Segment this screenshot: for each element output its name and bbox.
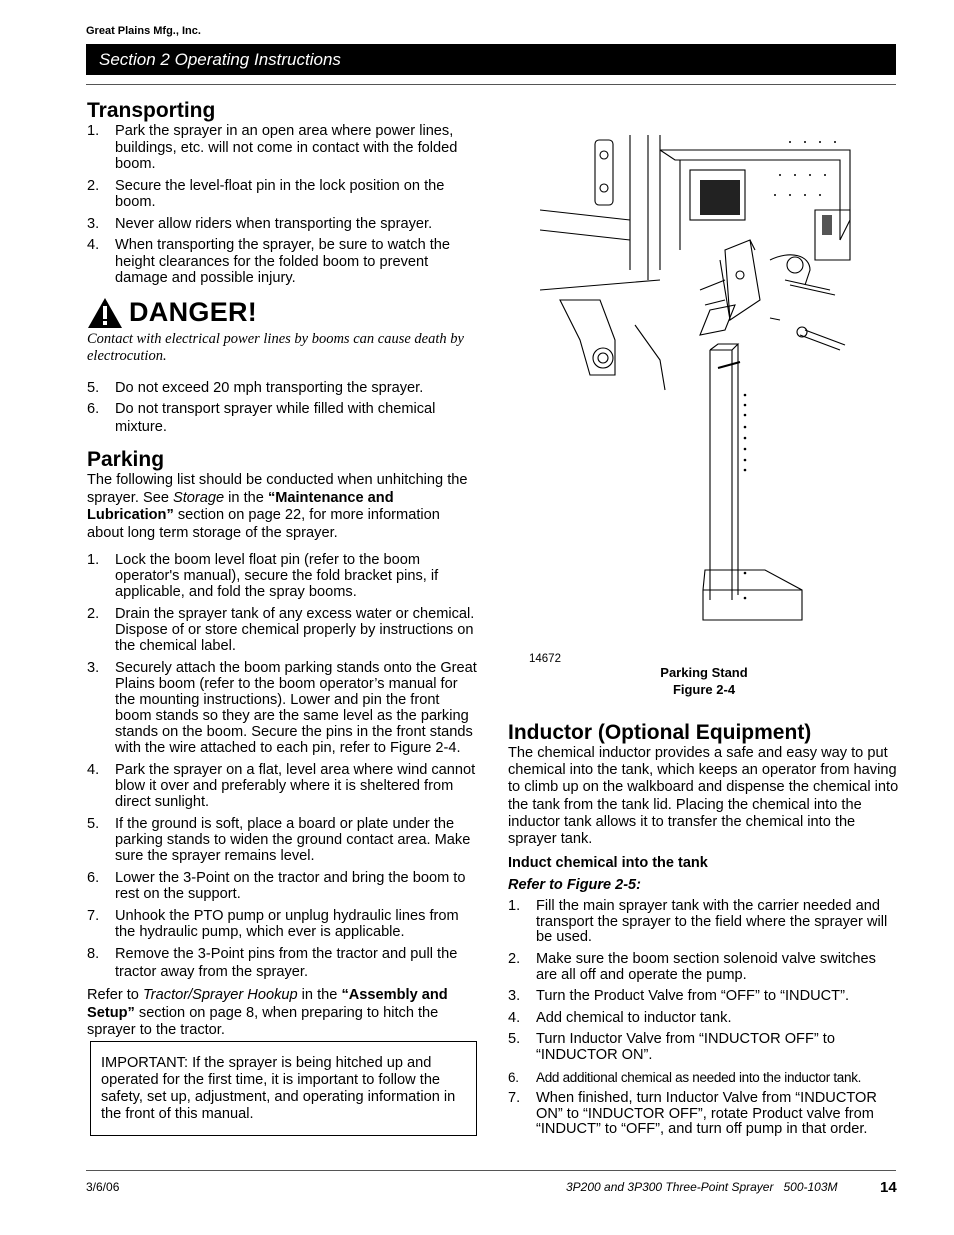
list-item: 6. Do not transport sprayer while filled with chemical mixture. xyxy=(87,401,436,435)
list-item: 3. Turn the Product Valve from “OFF” to “INDUCT”. xyxy=(508,988,850,1005)
list-item: 1. Lock the boom level float pin (refer to the boom operator's manual), secure the fold bracket pins, if applicable, and fold the spray booms. xyxy=(87,552,439,600)
list-item: 3. Never allow riders when transporting the sprayer. xyxy=(87,215,433,232)
danger-title: DANGER! xyxy=(129,297,258,328)
warning-triangle-icon xyxy=(87,297,123,329)
figure-caption-number: Figure 2-4 xyxy=(672,682,736,697)
list-item: 1. Park the sprayer in an open area where power lines, buildings, etc. will not come in contact with the folded boom. xyxy=(87,123,458,172)
list-item: 1. Fill the main sprayer tank with the carrier needed and transport the sprayer to the field where the sprayer will be used. xyxy=(508,898,888,946)
hookup-reference: Refer to Tractor/Sprayer Hookup in the “Assembly and Setup” section on page 8, when preparing to hitch the sprayer to the tractor. xyxy=(87,987,448,1038)
inductor-intro: The chemical inductor provides a safe and easy way to put chemical into the tank, which keeps an operator from having to climb up on the walkboard and dispense the chemical into the tank from the tank lid. Placing the chemical into the inductor tank allows it to transfer the chemical into the sprayer tank. xyxy=(508,745,899,848)
transporting-heading: Transporting xyxy=(87,99,216,122)
page-number: 14 xyxy=(880,1179,897,1196)
parking-list xyxy=(87,552,480,981)
important-notice: IMPORTANT: If the sprayer is being hitched up and operated for the first time, it is important to follow the safety, set up, adjustment, and operating information in the front of this manual. xyxy=(90,1041,477,1136)
list-item: 2. Make sure the boom section solenoid valve switches are all off and operate the pump. xyxy=(508,951,876,983)
company-name: Great Plains Mfg., Inc. xyxy=(86,25,201,37)
list-item: 6. Add additional chemical as needed into the inductor tank. xyxy=(508,1069,862,1085)
transporting-list-continued xyxy=(87,380,480,437)
parking-stand-illustration xyxy=(540,130,860,630)
section-banner: Section 2 Operating Instructions xyxy=(86,44,896,75)
inductor-subheading: Induct chemical into the tank xyxy=(508,855,708,872)
list-item: 4. When transporting the sprayer, be sure to watch the height clearances for the folded boom to prevent damage and possible injury. xyxy=(87,237,451,286)
figure-caption-title: Parking Stand xyxy=(660,665,748,680)
danger-callout xyxy=(87,297,480,329)
footer-divider xyxy=(86,1170,896,1171)
parking-intro: The following list should be conducted when unhitching the sprayer. See Storage in the “Maintenance and Lubrication” section on page 22, for more information about long term storage of the sprayer. xyxy=(87,472,468,541)
list-item: 3. Securely attach the boom parking stands onto the Great Plains boom (refer to the boom operator’s manual for the mounting instructions). Lower and pin the front boom stands so they are the same level as the parking stands on the boom. Secure the pins in the front stands with the wire attached to each pin, refer to Figure 2-4. xyxy=(87,660,477,756)
figure-reference: Refer to Figure 2-5: xyxy=(508,876,641,893)
footer-date: 3/6/06 xyxy=(86,1180,120,1194)
inductor-list xyxy=(508,899,900,1138)
list-item: 7. Unhook the PTO pump or unplug hydraulic lines from the hydraulic pump, which ever is applicable. xyxy=(87,908,459,940)
footer-manual-title: 3P200 and 3P300 Three-Point Sprayer 500-103M xyxy=(566,1180,838,1194)
inductor-heading: Inductor (Optional Equipment) xyxy=(508,721,812,744)
danger-text: Contact with electrical power lines by booms can cause death by electrocution. xyxy=(87,330,464,364)
list-item: 8. Remove the 3-Point pins from the tractor and pull the tractor away from the sprayer. xyxy=(87,946,458,980)
transporting-list xyxy=(87,123,480,287)
figure-caption xyxy=(624,664,784,698)
list-item: 2. Secure the level-float pin in the lock position on the boom. xyxy=(87,177,445,210)
list-item: 7. When finished, turn Inductor Valve from “INDUCTOR ON” to “INDUCTOR OFF”, rotate Product valve from “INDUCT” to “OFF”, and turn off pump in that order. xyxy=(508,1090,877,1138)
parking-heading: Parking xyxy=(87,448,165,471)
figure-number: 14672 xyxy=(529,653,561,665)
left-column xyxy=(87,99,480,1040)
right-column xyxy=(508,721,900,1138)
list-item: 5. Do not exceed 20 mph transporting the sprayer. xyxy=(87,379,424,396)
header-divider xyxy=(86,84,896,85)
list-item: 5. If the ground is soft, place a board or plate under the parking stands to widen the ground contact area. Make sure the sprayer remains level. xyxy=(87,816,471,864)
list-item: 6. Lower the 3-Point on the tractor and bring the boom to rest on the support. xyxy=(87,870,466,902)
list-item: 4. Park the sprayer on a flat, level area where wind cannot blow it over and preferably where it is sheltered from direct sunlight. xyxy=(87,762,476,810)
list-item: 5. Turn Inductor Valve from “INDUCTOR OFF” to “INDUCTOR ON”. xyxy=(508,1031,835,1063)
list-item: 4. Add chemical to inductor tank. xyxy=(508,1009,732,1026)
list-item: 2. Drain the sprayer tank of any excess water or chemical. Dispose of or store chemical properly by instructions on the chemical label. xyxy=(87,606,475,654)
